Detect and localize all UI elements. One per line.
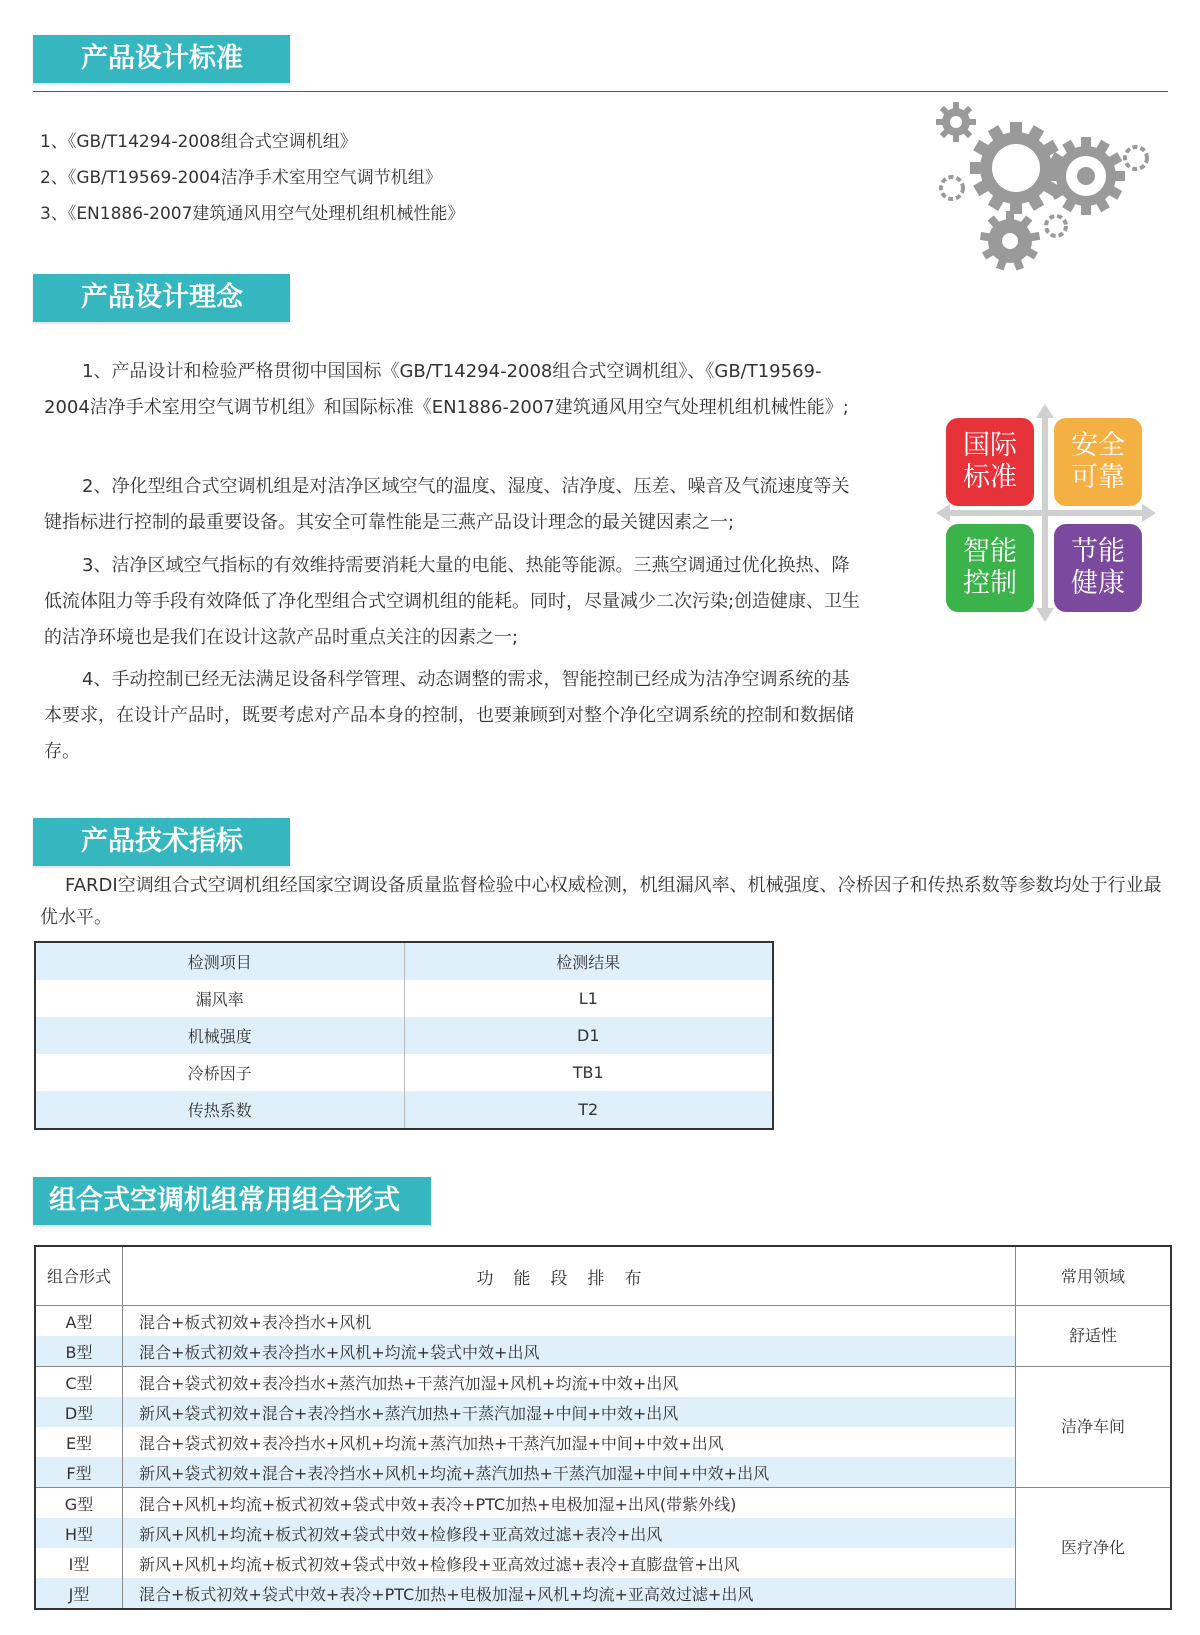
table-cell: TB1 — [572, 1063, 604, 1082]
combo-name: C型 — [35, 1367, 123, 1398]
table-header-cell: 检测结果 — [404, 942, 773, 980]
combo-area: 医疗净化 — [1016, 1488, 1172, 1610]
table-header-cell: 组合形式 — [35, 1246, 123, 1306]
concept-paragraph: 2、净化型组合式空调机组是对洁净区域空气的温度、湿度、洁净度、压差、噪音及气流速度等关键指标进行控制的最重要设备。其安全可靠性能是三燕产品设计理念的最关键因素之一; — [44, 476, 850, 533]
combo-desc: 混合+板式初效+表冷挡水+风机 — [123, 1306, 1016, 1337]
table-cell: 漏风率 — [35, 980, 404, 1017]
concept-paragraph: 1、产品设计和检验严格贯彻中国国标《GB/T14294-2008组合式空调机组》、《GB/T19569-2004洁净手术室用空气调节机组》和国际标准《EN1886-2007建筑通风用空气处理机组机械性能》; — [44, 361, 849, 418]
combo-table — [34, 1245, 1172, 1610]
combo-desc: 混合+板式初效+表冷挡水+风机+均流+袋式中效+出风 — [123, 1336, 1016, 1367]
concept-section-title: 产品设计理念 — [33, 274, 290, 322]
combo-desc: 混合+风机+均流+板式初效+袋式中效+表冷+PTC加热+电极加湿+出风(带紫外线) — [123, 1488, 1016, 1519]
table-row — [35, 1336, 1171, 1367]
table-cell: 冷桥因子 — [35, 1054, 404, 1091]
table-cell: T2 — [404, 1091, 773, 1129]
combo-name: H型 — [35, 1518, 123, 1548]
standard-item: 3、《EN1886-2007建筑通风用空气处理机组机械性能》 — [40, 204, 465, 224]
combo-desc: 混合+袋式初效+表冷挡水+风机+均流+蒸汽加热+干蒸汽加湿+中间+中效+出风 — [123, 1427, 1016, 1457]
table-row — [35, 1488, 1171, 1519]
table-header-cell: 常用领域 — [1016, 1246, 1172, 1306]
combo-desc: 混合+袋式初效+表冷挡水+蒸汽加热+干蒸汽加湿+风机+均流+中效+出风 — [123, 1367, 1016, 1398]
tech-intro: FARDI空调组合式空调机组经国家空调设备质量监督检验中心权威检测，机组漏风率、机械强度、冷桥因子和传热系数等参数均处于行业最优水平。 — [40, 875, 1162, 928]
gears-icon — [936, 98, 1156, 288]
design-concept-quadrant — [936, 404, 1156, 622]
combo-desc: 混合+板式初效+袋式中效+表冷+PTC加热+电极加湿+风机+均流+亚高效过滤+出风 — [123, 1578, 1016, 1609]
table-row — [35, 1427, 1171, 1457]
combo-desc: 新风+袋式初效+混合+表冷挡水+风机+均流+蒸汽加热+干蒸汽加湿+中间+中效+出风 — [123, 1457, 1016, 1488]
table-header-row — [35, 942, 773, 980]
combo-desc: 新风+风机+均流+板式初效+袋式中效+检修段+亚高效过滤+表冷+直膨盘管+出风 — [123, 1548, 1016, 1578]
combo-desc: 新风+风机+均流+板式初效+袋式中效+检修段+亚高效过滤+表冷+出风 — [123, 1518, 1016, 1548]
tech-table — [34, 941, 774, 1130]
quadrant-smart-control: 智能控制 — [946, 524, 1034, 612]
table-cell: D1 — [404, 1017, 773, 1054]
table-row — [35, 1306, 1171, 1337]
combo-name: D型 — [35, 1397, 123, 1427]
combo-name: I型 — [35, 1548, 123, 1578]
concept-paragraph: 4、手动控制已经无法满足设备科学管理、动态调整的需求，智能控制已经成为洁净空调系统的基本要求，在设计产品时，既要考虑对产品本身的控制，也要兼顾到对整个净化空调系统的控制和数据储存。 — [44, 669, 854, 762]
table-header-cell: 检测项目 — [35, 942, 404, 980]
quadrant-energy-health: 节能健康 — [1054, 524, 1142, 612]
table-header-cell: 功能段排布 — [123, 1246, 1016, 1306]
quadrant-safe-reliable: 安全可靠 — [1054, 418, 1142, 506]
standards-section-title: 产品设计标准 — [33, 35, 290, 83]
combo-name: G型 — [35, 1488, 123, 1519]
tech-section-title: 产品技术指标 — [33, 818, 290, 866]
table-row — [35, 1367, 1171, 1398]
table-row — [35, 1548, 1171, 1578]
standard-item: 2、《GB/T19569-2004洁净手术室用空气调节机组》 — [40, 168, 442, 188]
standard-item: 1、《GB/T14294-2008组合式空调机组》 — [40, 132, 357, 152]
table-row — [35, 1017, 773, 1054]
combo-desc: 新风+袋式初效+混合+表冷挡水+蒸汽加热+干蒸汽加湿+中间+中效+出风 — [123, 1397, 1016, 1427]
table-row — [35, 1518, 1171, 1548]
section-divider — [33, 91, 1168, 92]
combo-name: A型 — [35, 1306, 123, 1337]
table-cell: 传热系数 — [35, 1091, 404, 1129]
table-row — [35, 980, 773, 1017]
table-cell: L1 — [578, 989, 598, 1008]
combo-name: E型 — [35, 1427, 123, 1457]
combo-name: B型 — [35, 1336, 123, 1367]
combo-name: J型 — [35, 1578, 123, 1609]
quadrant-international-standard: 国际标准 — [946, 418, 1034, 506]
table-header-row — [35, 1246, 1171, 1306]
concept-paragraph: 3、洁净区域空气指标的有效维持需要消耗大量的电能、热能等能源。三燕空调通过优化换热、降低流体阻力等手段有效降低了净化型组合式空调机组的能耗。同时，尽量减少二次污染;创造健康、卫生的洁净环境也是我们在设计这款产品时重点关注的因素之一; — [44, 555, 861, 648]
table-row — [35, 1457, 1171, 1488]
table-row — [35, 1397, 1171, 1427]
combo-area: 洁净车间 — [1016, 1367, 1172, 1488]
table-cell: 机械强度 — [35, 1017, 404, 1054]
table-row — [35, 1091, 773, 1129]
table-row — [35, 1054, 773, 1091]
combo-area: 舒适性 — [1016, 1306, 1172, 1367]
table-row — [35, 1578, 1171, 1609]
combo-section-title: 组合式空调机组常用组合形式 — [33, 1177, 431, 1225]
combo-name: F型 — [35, 1457, 123, 1488]
standards-list — [40, 124, 464, 232]
